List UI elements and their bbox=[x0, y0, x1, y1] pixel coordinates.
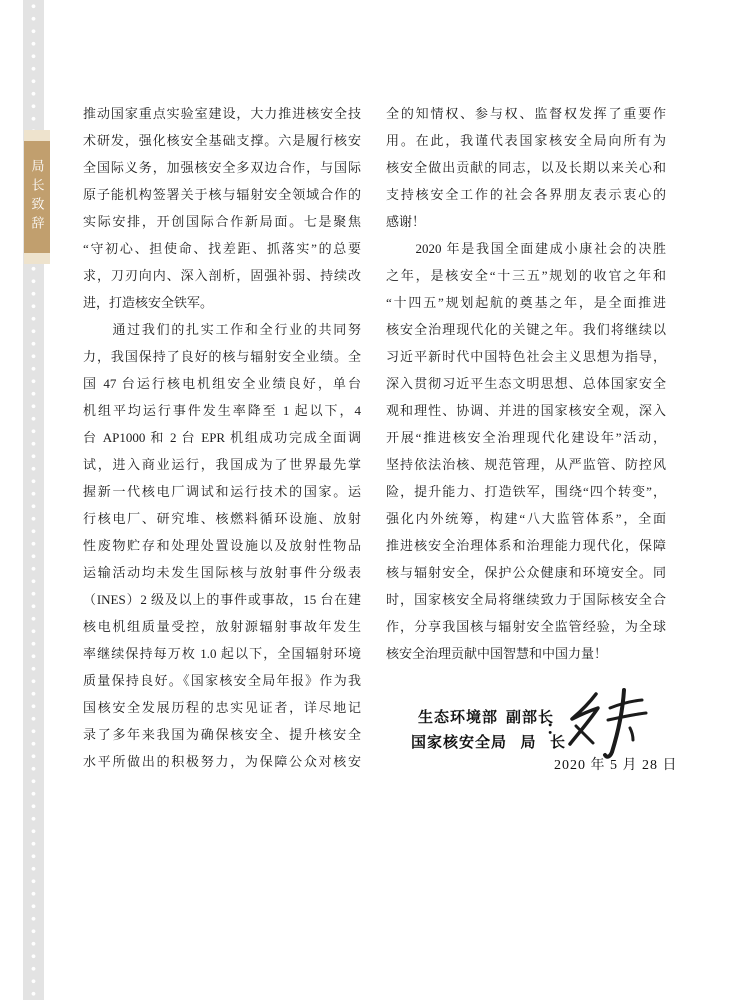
director-signature-icon bbox=[562, 686, 650, 760]
text-line: 握新一代核电厂调试和运行技术的国家。运 bbox=[83, 484, 361, 499]
tab-band-top bbox=[24, 130, 50, 141]
text-line: 全国际义务，加强核安全多双边合作，与国际 bbox=[83, 160, 361, 175]
text-line: 坚持依法治核、规范管理，从严监管、防控风 bbox=[386, 457, 666, 472]
text-line: 国核安全发展历程的忠实见证者，详尽地记 bbox=[83, 700, 361, 715]
text-line: 习近平新时代中国特色社会主义思想为指导， bbox=[386, 349, 666, 364]
tab-body bbox=[24, 141, 50, 253]
text-line: 水平所做出的积极努力，为保障公众对核安 bbox=[83, 754, 361, 769]
text-line: 质量保持良好。《国家核安全局年报》作为我 bbox=[83, 673, 361, 688]
left-text-column bbox=[83, 100, 361, 775]
text-line: “守初心、担使命、找差距、抓落实”的总要 bbox=[83, 241, 361, 256]
text-line: 核安全治理现代化的关键之年。我们将继续以 bbox=[386, 322, 666, 337]
chapter-tab bbox=[24, 130, 50, 264]
signature-colon: ： bbox=[546, 718, 564, 738]
text-line: 台 AP1000 和 2 台 EPR 机组成功完成全面调 bbox=[83, 430, 361, 445]
text-line: （INES）2 级及以上的事件或事故，15 台在建 bbox=[83, 592, 361, 607]
signature-date: 2020 年 5 月 28 日 bbox=[554, 758, 678, 773]
text-line: 核电机组质量受控，放射源辐射事故年发生 bbox=[83, 619, 361, 634]
text-line: 率继续保持每万枚 1.0 起以下，全国辐射环境 bbox=[83, 646, 361, 661]
right-text-column bbox=[386, 100, 666, 667]
signatory-title-1: 副部长 bbox=[505, 710, 554, 726]
text-line: 支持核安全工作的社会各界朋友表示衷心的 bbox=[386, 187, 666, 202]
text-line: 感谢！ bbox=[386, 214, 426, 229]
text-line: 险，提升能力、打造铁军，围绕“四个转变”， bbox=[386, 484, 666, 499]
signatory-title-2-char2: 长 bbox=[549, 735, 566, 751]
text-line: 进，打造核安全铁军。 bbox=[83, 295, 214, 310]
signatory-org-2: 国家核安全局 bbox=[411, 735, 508, 751]
text-line: 核安全做出贡献的同志，以及长期以来关心和 bbox=[386, 160, 666, 175]
text-line: 时，国家核安全局将继续致力于国际核安全合 bbox=[386, 592, 666, 607]
text-line: 核安全治理贡献中国智慧和中国力量！ bbox=[386, 646, 608, 661]
text-line: 深入贯彻习近平生态文明思想、总体国家安全 bbox=[386, 376, 666, 391]
text-line: 用。在此，我谨代表国家核安全局向所有为 bbox=[386, 133, 666, 148]
text-line: 全的知情权、参与权、监督权发挥了重要作 bbox=[386, 106, 666, 121]
text-line: “十四五”规划起航的奠基之年，是全面推进 bbox=[386, 295, 666, 310]
text-line: 之年，是核安全“十三五”规划的收官之年和 bbox=[386, 268, 666, 283]
text-line: 力，我国保持了良好的核与辐射安全业绩。全 bbox=[83, 349, 361, 364]
signatory-org-1: 生态环境部 bbox=[418, 710, 499, 726]
text-line: 核与辐射安全，保护公众健康和环境安全。同 bbox=[386, 565, 666, 580]
text-line: 强化内外统筹，构建“八大监管体系”，全面 bbox=[386, 511, 666, 526]
text-line: 2020 年是我国全面建成小康社会的决胜 bbox=[386, 241, 666, 256]
text-line: 性废物贮存和处理处置设施以及放射性物品 bbox=[83, 538, 361, 553]
signatory-line-1 bbox=[418, 706, 554, 727]
text-line: 录了多年来我国为确保核安全、提升核安全 bbox=[83, 727, 361, 742]
signatory-line-2 bbox=[411, 731, 566, 752]
text-line: 开展“推进核安全治理现代化建设年”活动， bbox=[386, 430, 666, 445]
chapter-tab-label: 局长致辞 bbox=[29, 159, 45, 235]
text-line: 作，分享我国核与辐射安全监管经验，为全球 bbox=[386, 619, 666, 634]
text-line: 机组平均运行事件发生率降至 1 起以下，4 bbox=[83, 403, 361, 418]
text-line: 通过我们的扎实工作和全行业的共同努 bbox=[83, 322, 361, 337]
text-line: 观和理性、协调、并进的国家核安全观，深入 bbox=[386, 403, 666, 418]
text-line: 行核电厂、研究堆、核燃料循环设施、放射 bbox=[83, 511, 361, 526]
text-line: 实际安排，开创国际合作新局面。七是聚焦 bbox=[83, 214, 361, 229]
text-line: 术研发，强化核安全基础支撑。六是履行核安 bbox=[83, 133, 361, 148]
text-line: 求，刀刃向内、深入剖析，固强补弱、持续改 bbox=[83, 268, 361, 283]
text-line: 运输活动均未发生国际核与放射事件分级表 bbox=[83, 565, 361, 580]
text-line: 国 47 台运行核电机组安全业绩良好，单台 bbox=[83, 376, 361, 391]
text-line: 推进核安全治理体系和治理能力现代化，保障 bbox=[386, 538, 666, 553]
text-line: 推动国家重点实验室建设，大力推进核安全技 bbox=[83, 106, 361, 121]
tab-band-bottom bbox=[24, 253, 50, 264]
text-line: 试，进入商业运行，我国成为了世界最先掌 bbox=[83, 457, 361, 472]
signatory-title-2-char1: 局 bbox=[520, 735, 537, 751]
text-line: 原子能机构签署关于核与辐射安全领域合作的 bbox=[83, 187, 361, 202]
